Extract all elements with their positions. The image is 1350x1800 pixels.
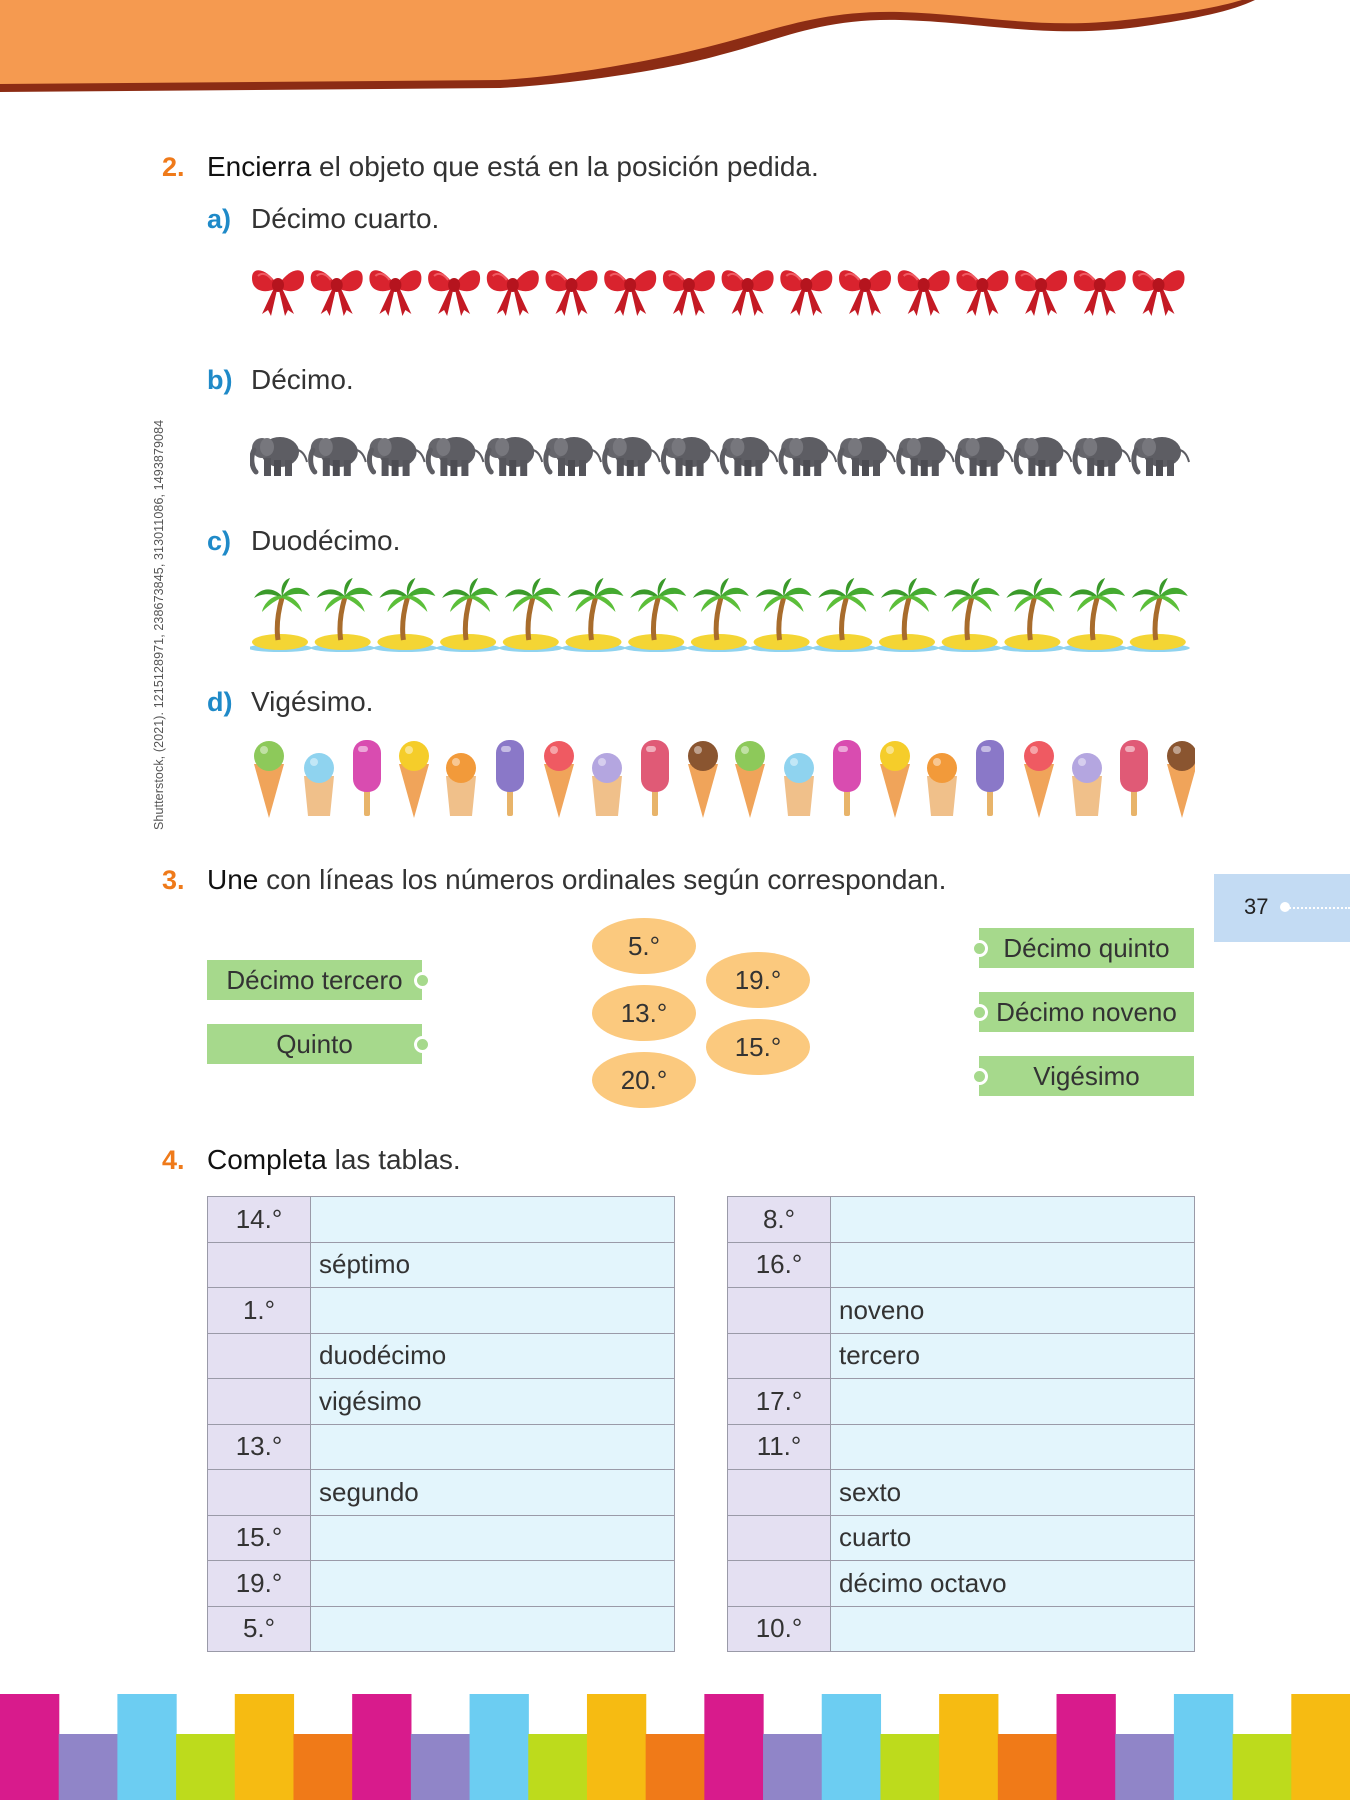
match-right-vigesimo: Vigésimo	[979, 1056, 1194, 1096]
ice-cream-icon[interactable]	[833, 740, 861, 816]
bow-icon[interactable]	[839, 270, 891, 316]
footer-stripe	[59, 1734, 118, 1800]
table-row	[728, 1242, 1195, 1288]
bow-icon[interactable]	[311, 270, 363, 316]
elephant-icon[interactable]	[722, 437, 777, 476]
footer-stripe	[939, 1694, 998, 1800]
ordinal-number-cell: 17.°	[728, 1379, 831, 1425]
palm-island-icon[interactable]	[250, 578, 312, 652]
table-row	[728, 1197, 1195, 1243]
bow-icon[interactable]	[898, 270, 950, 316]
ice-cream-icon[interactable]	[446, 753, 476, 816]
table-row	[208, 1333, 675, 1379]
page-number-tab	[1214, 874, 1350, 942]
match-right-decimo-noveno: Décimo noveno	[979, 992, 1194, 1032]
footer-stripe	[998, 1734, 1057, 1800]
match-oval-20[interactable]: 20.°	[592, 1052, 696, 1108]
palm-island-icon[interactable]	[373, 578, 437, 652]
match-left-connector-2[interactable]	[414, 1036, 431, 1053]
footer-stripe	[587, 1694, 646, 1800]
ordinal-word-cell: séptimo	[311, 1242, 675, 1288]
ordinal-word-cell: cuarto	[831, 1515, 1195, 1561]
match-left-quinto: Quinto	[207, 1024, 422, 1064]
match-left-decimo-tercero: Décimo tercero	[207, 960, 422, 1000]
ordinal-number-blank[interactable]	[208, 1242, 311, 1288]
ice-cream-icon[interactable]	[254, 741, 284, 818]
ordinal-word-blank[interactable]	[311, 1606, 675, 1652]
ordinal-number-cell: 16.°	[728, 1242, 831, 1288]
palm-island-icon[interactable]	[311, 578, 375, 652]
ordinal-number-cell: 15.°	[208, 1515, 311, 1561]
ice-cream-icon[interactable]	[496, 740, 524, 816]
ordinal-number-cell: 13.°	[208, 1424, 311, 1470]
ice-cream-icon[interactable]	[1024, 741, 1054, 818]
palm-island-icon[interactable]	[436, 578, 500, 652]
bow-icon[interactable]	[1015, 270, 1067, 316]
ordinal-number-blank[interactable]	[728, 1561, 831, 1607]
palm-island-icon[interactable]	[499, 578, 563, 652]
ice-cream-icon[interactable]	[592, 753, 622, 816]
ordinal-table-right	[727, 1196, 1195, 1652]
ordinal-number-cell: 14.°	[208, 1197, 311, 1243]
q2-number: 2.	[162, 152, 185, 182]
ordinal-word-cell: duodécimo	[311, 1333, 675, 1379]
q3-number: 3.	[162, 865, 185, 895]
elephant-icon[interactable]	[1134, 437, 1189, 476]
ordinal-word-blank[interactable]	[311, 1515, 675, 1561]
footer-stripe	[293, 1734, 352, 1800]
elephants-row	[250, 428, 1195, 480]
ordinal-number-cell: 1.°	[208, 1288, 311, 1334]
palm-island-icon[interactable]	[875, 578, 939, 652]
ordinal-word-blank[interactable]	[831, 1424, 1195, 1470]
match-left-connector-1[interactable]	[414, 972, 431, 989]
ordinal-number-cell: 19.°	[208, 1561, 311, 1607]
table-row	[728, 1333, 1195, 1379]
palm-island-icon[interactable]	[1063, 578, 1127, 652]
ordinal-word-blank[interactable]	[311, 1288, 675, 1334]
bow-icon[interactable]	[428, 270, 480, 316]
footer-stripe	[704, 1694, 763, 1800]
q3-instruction	[207, 864, 946, 896]
palm-island-icon[interactable]	[624, 578, 688, 652]
footer-stripe	[763, 1734, 822, 1800]
ice-cream-icon[interactable]	[641, 740, 669, 816]
footer-stripe	[411, 1734, 470, 1800]
footer-stripe	[235, 1694, 294, 1800]
table-row	[208, 1379, 675, 1425]
elephant-icon[interactable]	[311, 437, 366, 476]
table-row	[208, 1197, 675, 1243]
ordinal-number-cell: 11.°	[728, 1424, 831, 1470]
ice-cream-icon[interactable]	[1167, 741, 1195, 818]
elephant-icon[interactable]	[428, 437, 483, 476]
ordinal-number-blank[interactable]	[728, 1333, 831, 1379]
table-row	[208, 1470, 675, 1516]
ordinal-word-cell: vigésimo	[311, 1379, 675, 1425]
footer-stripe	[880, 1734, 939, 1800]
q4-number: 4.	[162, 1145, 185, 1175]
elephant-icon[interactable]	[252, 437, 307, 476]
image-credits: Shutterstock, (2021). 1215128971, 238673845, 313011086, 1493879084	[152, 419, 166, 830]
footer-stripe	[822, 1694, 881, 1800]
footer-stripe	[1174, 1694, 1233, 1800]
ordinal-word-cell: décimo octavo	[831, 1561, 1195, 1607]
match-right-connector-2[interactable]	[971, 1004, 988, 1021]
palm-island-icon[interactable]	[812, 578, 876, 652]
bow-icon[interactable]	[1133, 270, 1185, 316]
page-number: 37	[1244, 894, 1269, 919]
palm-island-icon[interactable]	[1126, 578, 1190, 652]
footer-stripe	[646, 1734, 705, 1800]
ice-cream-icon[interactable]	[976, 740, 1004, 816]
bow-icon[interactable]	[780, 270, 832, 316]
table-row	[208, 1424, 675, 1470]
bows-row	[250, 262, 1190, 320]
table-row	[208, 1606, 675, 1652]
q3-verb: Une	[207, 864, 259, 895]
match-right-connector-3[interactable]	[971, 1068, 988, 1085]
bow-icon[interactable]	[369, 270, 421, 316]
table-row	[728, 1606, 1195, 1652]
table-row	[208, 1242, 675, 1288]
footer-stripe	[1115, 1734, 1174, 1800]
table-row	[728, 1379, 1195, 1425]
ordinal-word-blank[interactable]	[831, 1379, 1195, 1425]
ordinal-word-blank[interactable]	[831, 1242, 1195, 1288]
elephant-icon[interactable]	[605, 437, 660, 476]
footer-stripe	[1291, 1694, 1350, 1800]
palm-island-icon[interactable]	[1000, 578, 1064, 652]
ordinal-word-blank[interactable]	[831, 1606, 1195, 1652]
q4-instruction	[207, 1144, 461, 1176]
footer-stripe	[470, 1694, 529, 1800]
palm-island-icon[interactable]	[938, 578, 1002, 652]
q2-instruction	[207, 151, 819, 183]
elephant-icon[interactable]	[369, 437, 424, 476]
footer-stripes	[0, 1694, 1350, 1800]
table-row	[728, 1561, 1195, 1607]
ordinal-word-cell: tercero	[831, 1333, 1195, 1379]
ice-cream-icon[interactable]	[544, 741, 574, 818]
elephant-icon[interactable]	[487, 437, 542, 476]
ice-cream-icon[interactable]	[735, 741, 765, 818]
page-dotted-line	[1286, 907, 1350, 909]
ice-cream-icon[interactable]	[688, 741, 718, 818]
bow-icon[interactable]	[252, 270, 304, 316]
ice-cream-icon[interactable]	[1120, 740, 1148, 816]
elephant-icon[interactable]	[1075, 437, 1130, 476]
palm-islands-row	[250, 578, 1195, 654]
ice-cream-icon[interactable]	[784, 753, 814, 816]
match-oval-15[interactable]: 15.°	[706, 1019, 810, 1075]
footer-stripe	[0, 1694, 59, 1800]
table-row	[728, 1515, 1195, 1561]
q3-text: con líneas los números ordinales según correspondan.	[258, 864, 947, 895]
q2d-letter: d)	[207, 687, 233, 717]
elephant-icon[interactable]	[663, 437, 718, 476]
ordinal-number-blank[interactable]	[208, 1470, 311, 1516]
match-oval-5[interactable]: 5.°	[592, 918, 696, 974]
q2b-letter: b)	[207, 365, 233, 395]
bow-icon[interactable]	[487, 270, 539, 316]
elephant-icon[interactable]	[840, 437, 895, 476]
q2a-label: Décimo cuarto.	[251, 203, 440, 234]
bow-icon[interactable]	[546, 270, 598, 316]
table-row	[728, 1424, 1195, 1470]
palm-island-icon[interactable]	[750, 578, 814, 652]
q2b-label: Décimo.	[251, 364, 354, 395]
ordinal-number-cell: 8.°	[728, 1197, 831, 1243]
match-right-decimo-quinto: Décimo quinto	[979, 928, 1194, 968]
table-row	[208, 1288, 675, 1334]
ordinal-word-cell: sexto	[831, 1470, 1195, 1516]
ordinal-word-blank[interactable]	[311, 1424, 675, 1470]
header-banner	[0, 0, 1350, 100]
elephant-icon[interactable]	[957, 437, 1012, 476]
ice-cream-icon[interactable]	[927, 753, 957, 816]
bow-icon[interactable]	[1074, 270, 1126, 316]
elephant-icon[interactable]	[1016, 437, 1071, 476]
ordinal-word-cell: noveno	[831, 1288, 1195, 1334]
elephant-icon[interactable]	[546, 437, 601, 476]
palm-island-icon[interactable]	[687, 578, 751, 652]
match-oval-13[interactable]: 13.°	[592, 985, 696, 1041]
ice-cream-icon[interactable]	[304, 753, 334, 816]
footer-stripe	[117, 1694, 176, 1800]
bow-icon[interactable]	[722, 270, 774, 316]
q2c-label: Duodécimo.	[251, 525, 401, 556]
footer-stripe	[352, 1694, 411, 1800]
ordinal-number-cell: 10.°	[728, 1606, 831, 1652]
footer-stripe	[176, 1734, 235, 1800]
table-row	[208, 1561, 675, 1607]
ordinal-number-blank[interactable]	[728, 1515, 831, 1561]
q2d-label: Vigésimo.	[251, 686, 374, 717]
table-row	[728, 1470, 1195, 1516]
bow-icon[interactable]	[663, 270, 715, 316]
ordinal-table-left	[207, 1196, 675, 1652]
ordinal-word-cell: segundo	[311, 1470, 675, 1516]
elephant-icon[interactable]	[899, 437, 954, 476]
ice-cream-icon[interactable]	[1072, 753, 1102, 816]
match-oval-19[interactable]: 19.°	[706, 952, 810, 1008]
ordinal-number-blank[interactable]	[208, 1379, 311, 1425]
ordinal-number-blank[interactable]	[728, 1470, 831, 1516]
elephant-icon[interactable]	[781, 437, 836, 476]
q2-text: el objeto que está en la posición pedida.	[311, 151, 819, 182]
ordinal-number-cell: 5.°	[208, 1606, 311, 1652]
ordinal-word-blank[interactable]	[311, 1561, 675, 1607]
bow-icon[interactable]	[604, 270, 656, 316]
footer-stripe	[528, 1734, 587, 1800]
ice-cream-icon[interactable]	[353, 740, 381, 816]
palm-island-icon[interactable]	[562, 578, 626, 652]
q4-text: las tablas.	[326, 1144, 461, 1175]
ice-cream-icon[interactable]	[880, 741, 910, 818]
q2-verb: Encierra	[207, 151, 312, 182]
table-row	[728, 1288, 1195, 1334]
ice-creams-row	[250, 736, 1195, 820]
ordinal-word-blank[interactable]	[311, 1197, 675, 1243]
q2a-letter: a)	[207, 204, 232, 234]
ice-cream-icon[interactable]	[399, 741, 429, 818]
q2c-letter: c)	[207, 526, 232, 556]
bow-icon[interactable]	[956, 270, 1008, 316]
footer-stripe	[1057, 1694, 1116, 1800]
q4-verb: Completa	[207, 1144, 327, 1175]
match-right-connector-1[interactable]	[971, 940, 988, 957]
table-row	[208, 1515, 675, 1561]
ordinal-word-blank[interactable]	[831, 1197, 1195, 1243]
ordinal-number-blank[interactable]	[208, 1333, 311, 1379]
ordinal-number-blank[interactable]	[728, 1288, 831, 1334]
footer-stripe	[1233, 1734, 1292, 1800]
